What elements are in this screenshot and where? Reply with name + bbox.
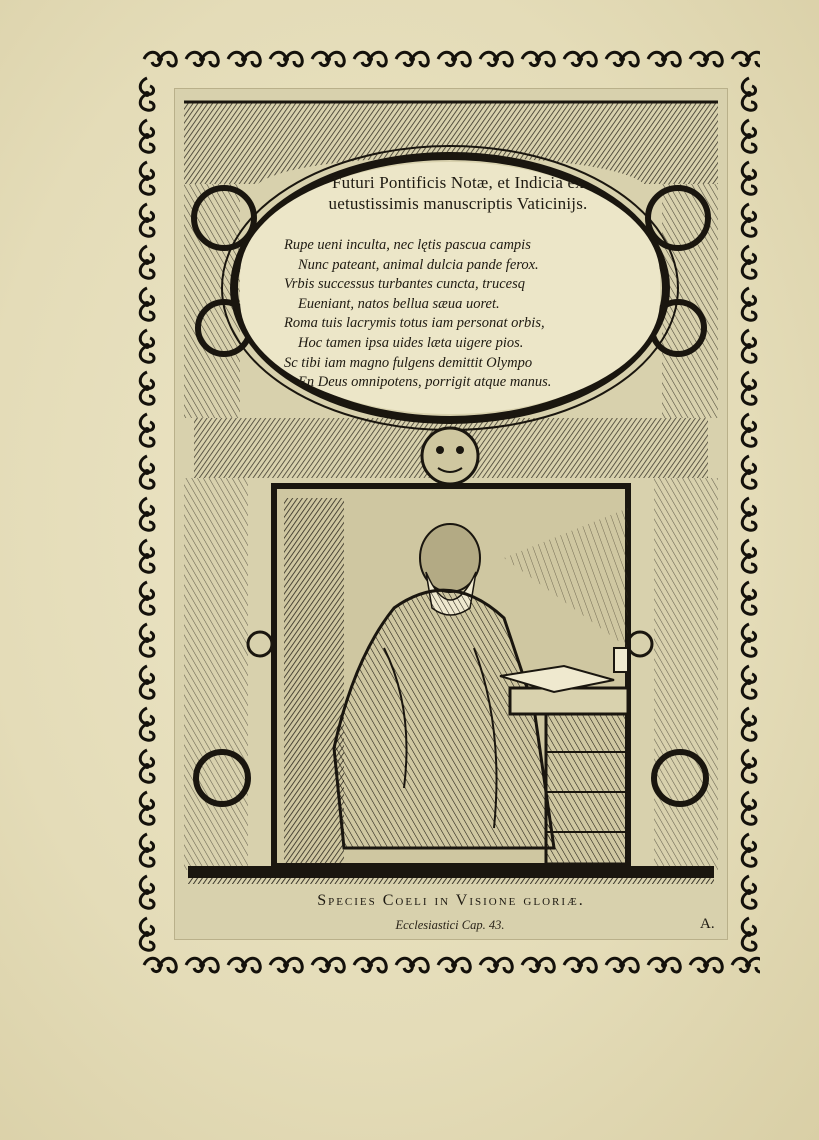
verse-line: En Deus omnipotens, porrigit atque manus. <box>298 374 552 391</box>
verse-line: Nunc pateant, animal dulcia pande ferox. <box>298 256 539 273</box>
title-line-1: Futuri Pontificis Notæ, et Indicia ex <box>332 173 584 192</box>
source-reference: Ecclesiastici Cap. 43. <box>395 918 505 932</box>
verse-block <box>284 236 644 393</box>
ornamental-border-bottom <box>140 952 760 978</box>
verse-line: Roma tuis lacrymis totus iam personat orbis, <box>284 315 545 332</box>
ornamental-border-top <box>140 46 760 72</box>
ornamental-border-left <box>134 74 160 952</box>
title-line-2: uetustissimis manuscriptis Vaticinijs. <box>328 194 588 213</box>
ornamental-border-right <box>736 74 762 952</box>
verse-line: Hoc tamen ipsa uides læta uigere pios. <box>298 334 524 351</box>
verse-line: Sc tibi iam magno fulgens demittit Olympo <box>284 354 533 371</box>
plate-title <box>268 172 648 214</box>
signature-mark: A. <box>700 916 715 932</box>
verse-line: Rupe ueni inculta, nec lętis pascua campis <box>284 237 531 253</box>
plate-caption: Species Coeli in Visione gloriæ. <box>317 892 585 909</box>
verse-line: Vrbis successus turbantes cuncta, trucesq <box>284 276 525 293</box>
verse-line: Eueniant, natos bellua sæua uoret. <box>298 295 500 312</box>
